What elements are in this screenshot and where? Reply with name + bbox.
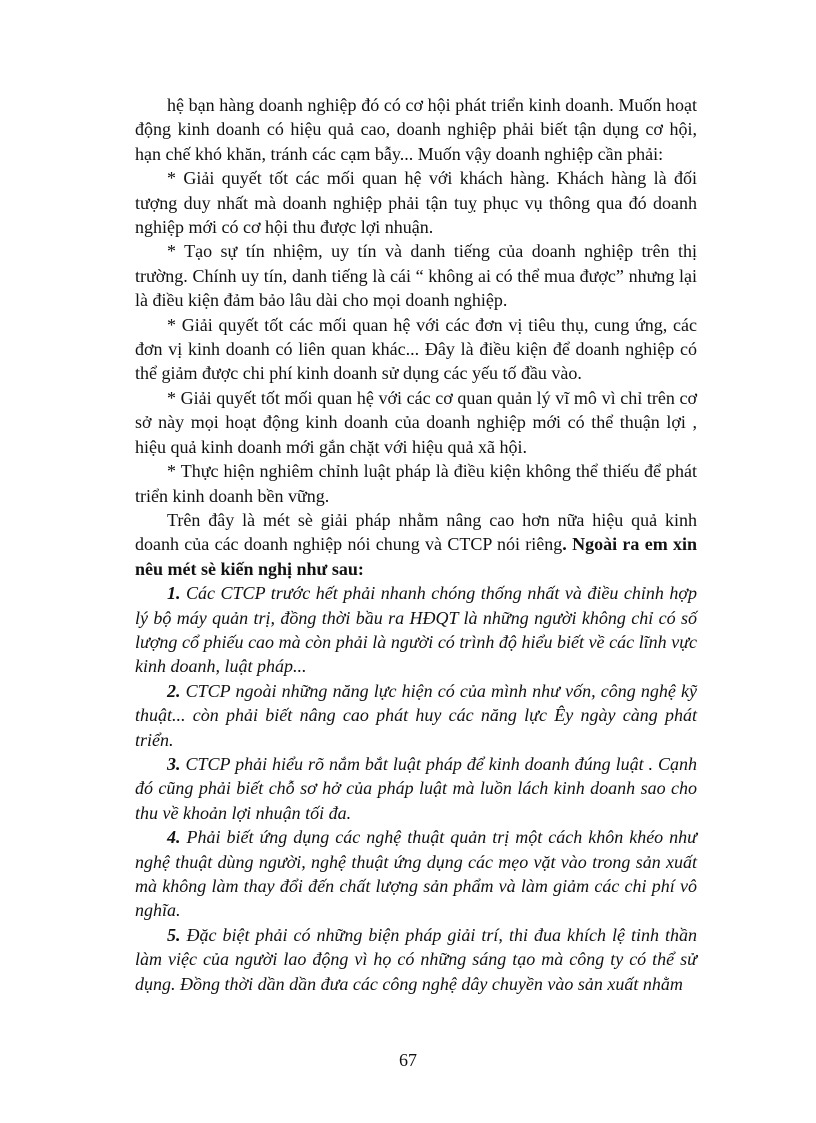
paragraph-macro-management: * Giải quyết tốt mối quan hệ với các cơ quan quản lý vĩ mô vì chỉ trên cơ sở này mọi hoạt động kinh doanh của doanh nghiệp mới có thể thuận lợi , hiệu quả kinh doanh mới gắn chặt với hiệu quả xã hội. xyxy=(135,387,697,457)
recommendation-number: 5. xyxy=(167,924,181,945)
page-body xyxy=(135,93,697,996)
recommendation-number: 2. xyxy=(167,680,181,701)
paragraph-intro-continuation: hệ bạn hàng doanh nghiệp đó có cơ hội phát triển kinh doanh. Muốn hoạt động kinh doanh có hiệu quả cao, doanh nghiệp phải biết tận dụng cơ hội, hạn chế khó khăn, tránh các cạm bẫy... Muốn vậy doanh nghiệp cần phải: xyxy=(135,95,697,164)
recommendation-number: 3. xyxy=(167,753,181,774)
recommendation-text: Đặc biệt phải có những biện pháp giải trí, thi đua khích lệ tinh thần làm việc của người lao động vì họ có những sáng tạo mà công ty có thể sử dụng. Đồng thời dần dần đưa các công nghệ dây chuyền vào sản xuất nhằm xyxy=(135,924,697,994)
recommendation-item xyxy=(135,825,697,923)
recommendation-text: CTCP ngoài những năng lực hiện có của mình như vốn, công nghệ kỹ thuật... còn phải biết nâng cao phát huy các năng lực Êy ngày càng phát triển. xyxy=(135,680,697,750)
paragraph-supplier-relations: * Giải quyết tốt các mối quan hệ với các đơn vị tiêu thụ, cung ứng, các đơn vị kinh doanh có liên quan khác... Đây là điều kiện để doanh nghiệp có thể giảm được chi phí kinh doanh sử dụng các yếu tố đầu vào. xyxy=(135,314,697,384)
paragraph-recommendations-intro xyxy=(135,508,697,581)
recommendation-number: 1. xyxy=(167,583,181,604)
intro-text: Trên đây là mét sè giải pháp nhằm nâng cao hơn nữa hiệu quả kinh doanh của các doanh nghiệp nói chung và CTCP nói riêng xyxy=(135,509,697,555)
recommendation-item xyxy=(135,923,697,996)
recommendation-item xyxy=(135,581,697,679)
recommendation-item xyxy=(135,679,697,752)
recommendation-item xyxy=(135,752,697,825)
recommendation-text: Các CTCP trước hết phải nhanh chóng thống nhất và điều chỉnh hợp lý bộ máy quản trị, đồng thời bầu ra HĐQT là những người không chỉ có số lượng cổ phiếu cao mà còn phải là người có trình độ hiểu biết về các lĩnh vực kinh doanh, luật pháp... xyxy=(135,583,697,677)
recommendation-text: Phải biết ứng dụng các nghệ thuật quản trị một cách khôn khéo như nghệ thuật dùng người, nghệ thuật ứng dụng các mẹo vặt vào trong sản xuất mà không làm thay đổi đến chất lượng sản phẩm và làm giảm các chi phí vô nghĩa. xyxy=(135,827,697,921)
recommendation-text: CTCP phải hiểu rõ nắm bắt luật pháp để kinh doanh đúng luật . Cạnh đó cũng phải biết chỗ sơ hở của pháp luật mà luồn lách kinh doanh sao cho thu về khoản lợi nhuận tối đa. xyxy=(135,753,697,823)
intro-bold-text: . Ngoài ra em xin nêu mét sè kiến nghị như sau: xyxy=(135,534,698,579)
paragraph-legal-compliance: * Thực hiện nghiêm chỉnh luật pháp là điều kiện không thể thiếu để phát triển kinh doanh bền vững. xyxy=(135,461,697,506)
page-number: 67 xyxy=(399,1050,417,1070)
paragraph-customer-relations: * Giải quyết tốt các mối quan hệ với khách hàng. Khách hàng là đối tượng duy nhất mà doanh nghiệp phải tận tuỵ phục vụ thông qua đó doanh nghiệp mới có cơ hội thu được lợi nhuận. xyxy=(135,168,697,238)
paragraph-reputation: * Tạo sự tín nhiệm, uy tín và danh tiếng của doanh nghiệp trên thị trường. Chính uy tín, danh tiếng là cái “ không ai có thể mua được” nhưng lại là điều kiện đảm bảo lâu dài cho mọi doanh nghiệp. xyxy=(135,241,697,311)
recommendation-number: 4. xyxy=(167,827,181,848)
